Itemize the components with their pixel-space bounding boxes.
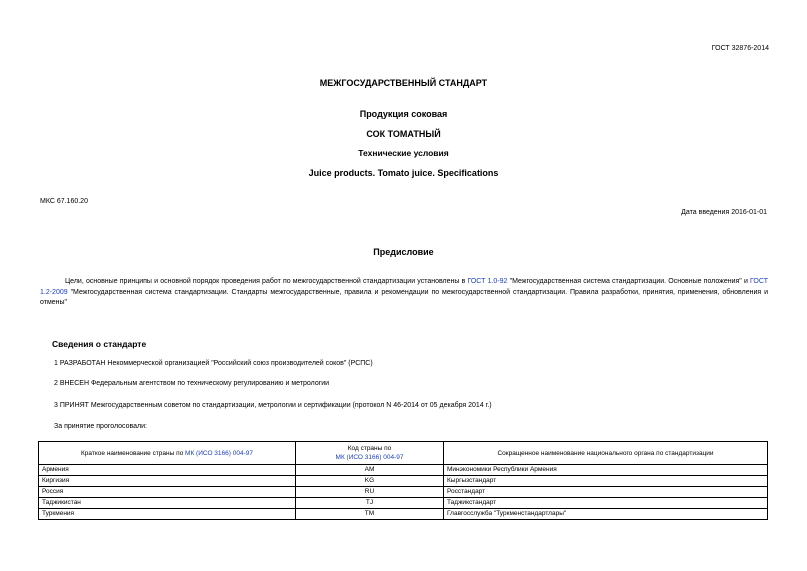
- code-cell: RU: [296, 487, 444, 498]
- header-country-name: Краткое наименование страны по МК (ИСО 3166) 004-97: [39, 442, 296, 465]
- preface-title: Предисловие: [373, 247, 434, 257]
- standard-type-title: МЕЖГОСУДАРСТВЕННЫЙ СТАНДАРТ: [319, 78, 488, 88]
- product-group-title: Продукция соковая: [359, 109, 448, 119]
- code-cell: TM: [296, 509, 444, 520]
- intro-date: Дата введения 2016-01-01: [681, 209, 767, 216]
- mks-code: МКС 67.160.20: [40, 198, 88, 205]
- country-cell: Таджикистан: [39, 498, 296, 509]
- preface-text-3: "Межгосударственная система стандартизации. Стандарты межгосударственные, правила и рекомендации по межгосударственной стандартизации. Правила разработки, принятия, применения, обновления и отмены": [40, 288, 768, 306]
- product-title: СОК ТОМАТНЫЙ: [366, 129, 441, 139]
- voted-label: За принятие проголосовали:: [54, 423, 147, 430]
- code-cell: AM: [296, 465, 444, 476]
- mk-iso-link-2[interactable]: МК (ИСО 3166) 004-97: [335, 454, 404, 461]
- country-cell: Армения: [39, 465, 296, 476]
- spec-title-en: Juice products. Tomato juice. Specifications: [308, 168, 499, 178]
- info-section-title: Сведения о стандарте: [52, 339, 147, 349]
- preface-text-2: "Межгосударственная система стандартизации. Основные положения" и: [507, 278, 751, 285]
- country-cell: Россия: [39, 487, 296, 498]
- country-cell: Киргизия: [39, 476, 296, 487]
- info-item-submitted: 2 ВНЕСЕН Федеральным агентством по техническому регулированию и метрологии: [54, 380, 330, 387]
- info-item-adopted: 3 ПРИНЯТ Межгосударственным советом по стандартизации, метрологии и сертификации (протокол N 46-2014 от 05 декабря 2014 г.): [54, 402, 492, 409]
- table-row: [39, 465, 768, 476]
- table-row: [39, 498, 768, 509]
- header-standards-body: Сокращенное наименование национального органа по стандартизации: [444, 442, 768, 465]
- code-cell: TJ: [296, 498, 444, 509]
- voting-countries-table: [38, 441, 768, 520]
- code-cell: KG: [296, 476, 444, 487]
- preface-paragraph: [40, 277, 768, 309]
- body-cell: Минэкономики Республики Армения: [444, 465, 768, 476]
- country-cell: Туркмения: [39, 509, 296, 520]
- body-cell: Таджикстандарт: [444, 498, 768, 509]
- table-row: [39, 509, 768, 520]
- gost-1-0-link[interactable]: ГОСТ 1.0-92: [467, 278, 508, 285]
- table-header-row: [39, 442, 768, 465]
- spec-title-ru: Технические условия: [358, 148, 449, 158]
- gost-1-2-link[interactable]: ГОСТ 1.2-2009: [40, 278, 768, 296]
- preface-text-1: Цели, основные принципы и основной порядок проведения работ по межгосударственной стандартизации установлены в: [65, 278, 468, 285]
- info-item-developed: 1 РАЗРАБОТАН Некоммерческой организацией "Российский союз производителей соков" (РСПС): [54, 360, 373, 367]
- body-cell: Кыргызстандарт: [444, 476, 768, 487]
- body-cell: Главгосслужба "Туркменстандартлары": [444, 509, 768, 520]
- header-country-code: Код страны по МК (ИСО 3166) 004-97: [296, 442, 444, 465]
- mk-iso-link[interactable]: МК (ИСО 3166) 004-97: [185, 449, 253, 457]
- table-row: [39, 476, 768, 487]
- body-cell: Росстандарт: [444, 487, 768, 498]
- document-code: ГОСТ 32876-2014: [711, 45, 769, 52]
- table-row: [39, 487, 768, 498]
